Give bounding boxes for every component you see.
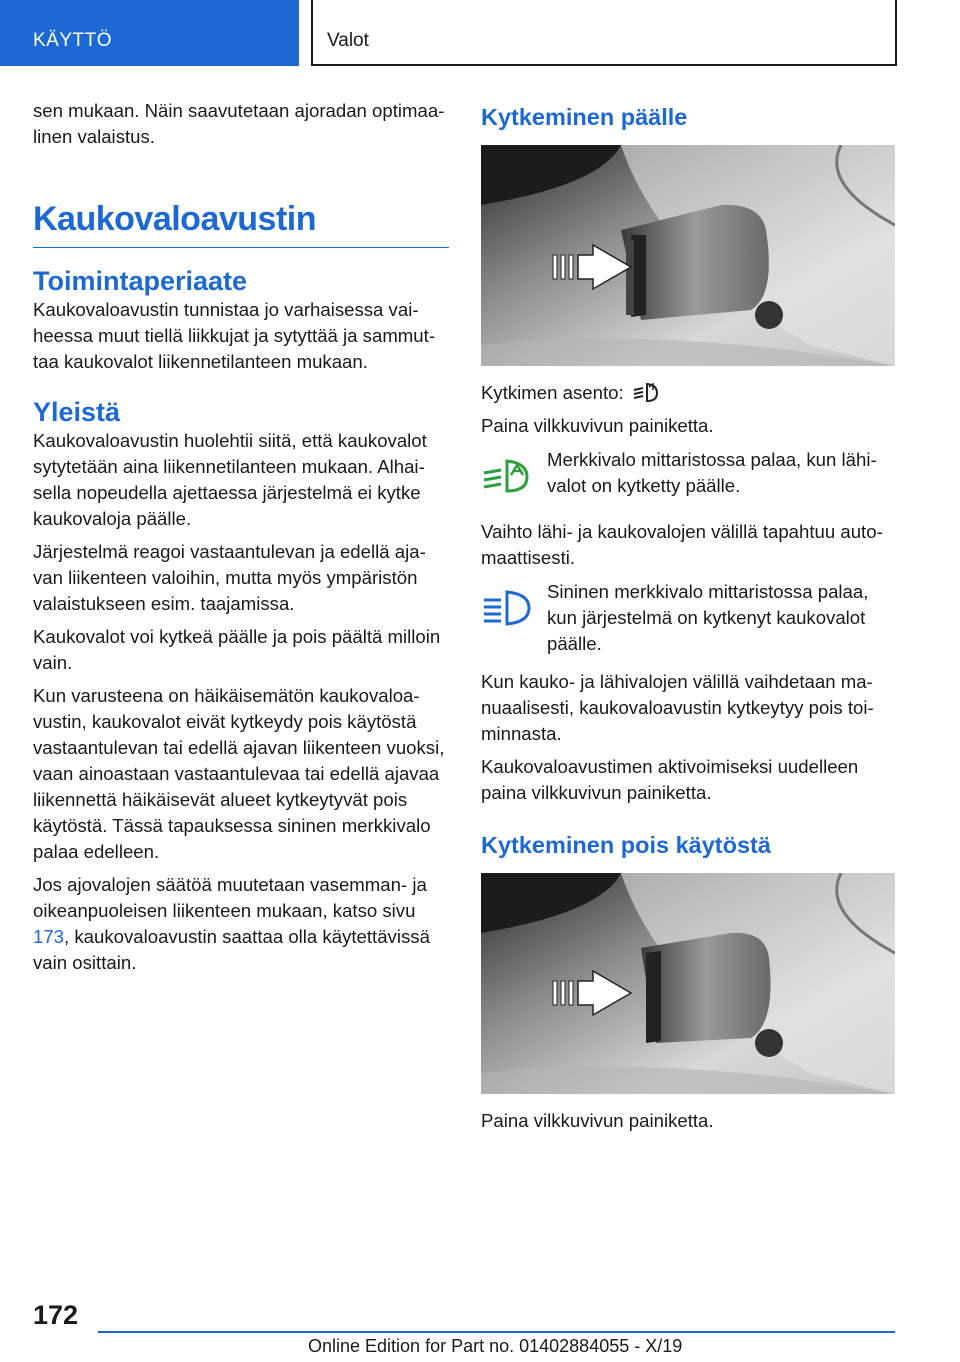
- intro-paragraph: sen mukaan. Näin saavutetaan ajoradan optimaalinen valaistus.: [33, 100, 445, 147]
- section-label: KÄYTTÖ: [33, 30, 113, 51]
- left-column: [33, 98, 449, 983]
- auto-switch-paragraph: Vaihto lähi- ja kaukovalojen välillä tapahtuu automaattisesti.: [481, 521, 883, 568]
- switch-position-label: Kytkimen asento:: [481, 382, 624, 403]
- blue-high-beam-icon: [481, 585, 533, 629]
- switch-position-line: [481, 380, 895, 406]
- heading-switch-off: Kytkeminen pois käytöstä: [481, 832, 771, 858]
- high-beam-assistant-icon: [632, 381, 662, 403]
- section-tab: [0, 0, 299, 66]
- general-paragraph-2: Järjestelmä reagoi vastaantulevan ja edellä ajavan liikenteen valoihin, mutta myös ympäristön valaistukseen esim. taajamissa.: [33, 541, 426, 614]
- green-indicator-text: Merkkivalo mittaristossa palaa, kun lähivalot on kytketty päälle.: [547, 449, 877, 496]
- principle-paragraph: Kaukovaloavustin tunnistaa jo varhaisessa vaiheessa muut tiellä liikkujat ja sytyttää ja sammuttaa kaukovalot liikennetilanteen mukaan.: [33, 299, 436, 372]
- main-heading: Kaukovaloavustin: [33, 200, 316, 238]
- page-link[interactable]: 173: [33, 926, 65, 947]
- blue-indicator-row: [481, 579, 895, 657]
- press-button-instruction-2: Paina vilkkuvivun painiketta.: [481, 1110, 714, 1131]
- general-paragraph-1: Kaukovaloavustin huolehtii siitä, että kaukovalot sytytetään aina liikennetilanteen mukaan. Alhaisella nopeudella ajettaessa järjestelmä ei kytke kaukovaloja päälle.: [33, 430, 427, 529]
- turn-signal-lever-photo-on: [481, 145, 895, 366]
- blue-indicator-text: Sininen merkkivalo mittaristossa palaa, kun järjestelmä on kytkenyt kaukovalot päälle.: [547, 581, 869, 654]
- green-indicator-row: [481, 447, 895, 507]
- turn-signal-lever-photo-off: [481, 873, 895, 1094]
- heading-general: Yleistä: [33, 397, 121, 427]
- heading-switch-on: Kytkeminen päälle: [481, 104, 688, 130]
- main-heading-wrap: [33, 200, 449, 248]
- general-paragraph-5: [33, 872, 449, 976]
- reactivate-paragraph: Kaukovaloavustimen aktivoimiseksi uudelleen paina vilkkuvivun painiketta.: [481, 756, 859, 803]
- page-number: 172: [33, 1300, 79, 1330]
- footer-edition: Online Edition for Part no. 01402884055 - X/19: [308, 1336, 683, 1356]
- heading-principle: Toimintaperiaate: [33, 266, 248, 296]
- general-paragraph-3: Kaukovalot voi kytkeä päälle ja pois päältä milloin vain.: [33, 626, 441, 673]
- p5-text-before: Jos ajovalojen säätöä muutetaan vasemman- ja oikeanpuoleisen liikenteen mukaan, katso sivu: [33, 874, 427, 921]
- manual-switch-paragraph: Kun kauko- ja lähivalojen välillä vaihdetaan manuaalisesti, kaukovaloavustin kytkeytyy pois toiminnasta.: [481, 671, 874, 744]
- chapter-title: Valot: [327, 30, 369, 51]
- general-paragraph-4: Kun varusteena on häikäisemätön kaukovaloavustin, kaukovalot eivät kytkeydy pois käytöstä vastaantulevan tai edellä ajavan liikenteen vuoksi, vaan ainoastaan vastaantulevaa tai edellä ajavaa liikennettä häikäisevät alueet kytkeytyvät pois käytöstä. Tässä tapauksessa sininen merkkivalo palaa edelleen.: [33, 685, 445, 862]
- p5-text-after: , kaukovaloavustin saattaa olla käytettävissä vain osittain.: [33, 926, 430, 973]
- footer-divider: [98, 1331, 895, 1333]
- chapter-title-box: [311, 0, 897, 66]
- press-button-instruction-1: Paina vilkkuvivun painiketta.: [481, 415, 714, 436]
- green-low-beam-assistant-icon: [481, 453, 533, 497]
- right-column: [481, 98, 895, 1141]
